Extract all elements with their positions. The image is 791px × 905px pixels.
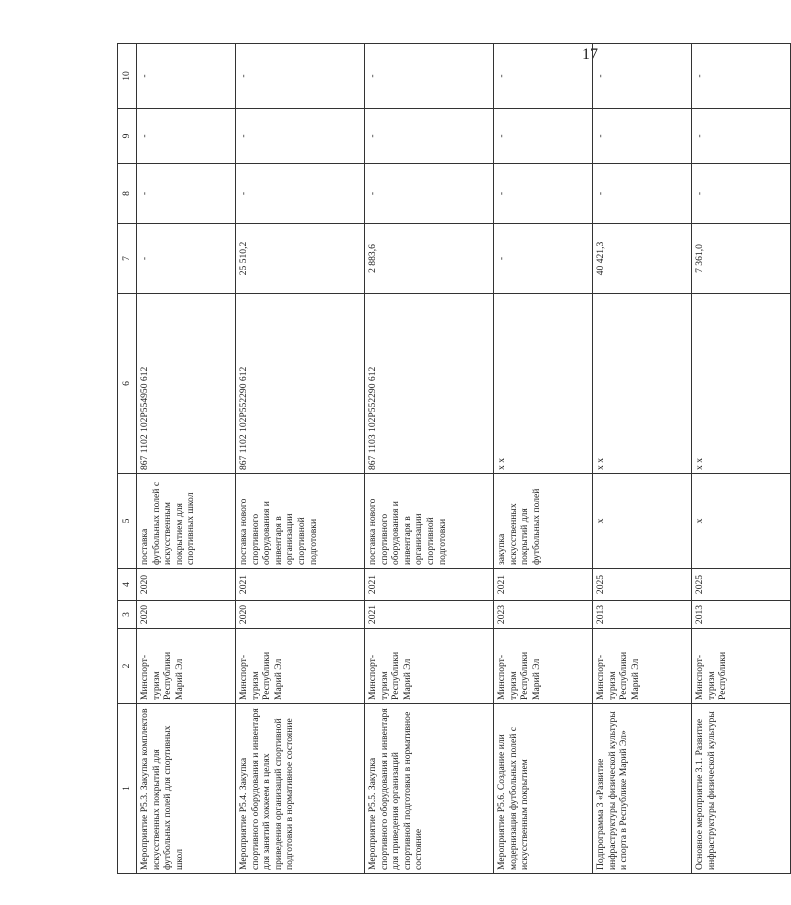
cell-value-10: - — [137, 44, 236, 109]
table-row — [494, 44, 593, 874]
col-header: 10 — [118, 44, 137, 109]
cell-executor: Минспорт-туризм Республики — [692, 629, 791, 704]
table-row — [137, 44, 236, 874]
header-row — [118, 44, 137, 874]
cell-start-year: 2023 — [494, 601, 593, 629]
cell-event-name: Основное мероприятие 3.1. Развитие инфраструктуры физической культуры — [692, 704, 791, 874]
cell-budget-code: 867 1102 102P554950 612 — [137, 294, 236, 474]
cell-end-year: 2025 — [692, 569, 791, 601]
cell-budget-code: 867 1102 102P552290 612 — [236, 294, 365, 474]
col-header: 9 — [118, 109, 137, 164]
cell-budget-code: х х — [494, 294, 593, 474]
cell-value-10: - — [593, 44, 692, 109]
table-row — [593, 44, 692, 874]
cell-start-year: 2020 — [137, 601, 236, 629]
cell-budget-code: 867 1103 102P552290 612 — [365, 294, 494, 474]
cell-value-9: - — [236, 109, 365, 164]
col-header: 3 — [118, 601, 137, 629]
col-header: 2 — [118, 629, 137, 704]
table-row — [365, 44, 494, 874]
cell-value-8: - — [692, 164, 791, 224]
cell-start-year: 2013 — [692, 601, 791, 629]
table-row — [236, 44, 365, 874]
cell-result: х — [593, 474, 692, 569]
cell-value-9: - — [593, 109, 692, 164]
cell-end-year: 2025 — [593, 569, 692, 601]
col-header: 7 — [118, 224, 137, 294]
cell-executor: Минспорт-туризм Республики Марий Эл — [365, 629, 494, 704]
cell-value-9: - — [137, 109, 236, 164]
cell-result: поставка нового спортивного оборудования и инвентаря в организации спортивной подготовки — [236, 474, 365, 569]
col-header: 1 — [118, 704, 137, 874]
cell-end-year: 2021 — [365, 569, 494, 601]
cell-event-name: Мероприятие Р5.3. Закупка комплектов искусственных покрытий для футбольных полей для спортивных школ — [137, 704, 236, 874]
cell-value-10: - — [236, 44, 365, 109]
cell-budget-code: х х — [692, 294, 791, 474]
cell-value-7: 7 361,0 — [692, 224, 791, 294]
cell-result: х — [692, 474, 791, 569]
cell-budget-code: х х — [593, 294, 692, 474]
cell-event-name: Мероприятие Р5.4. Закупка спортивного оборудования и инвентаря для занятий хоккеем в целях приведения организаций спортивной подготовки в нормативное состояние — [236, 704, 365, 874]
cell-result: поставка футбольных полей с искусственным покрытием для спортивных школ — [137, 474, 236, 569]
cell-executor: Минспорт-туризм Республики Марий Эл — [137, 629, 236, 704]
cell-value-9: - — [692, 109, 791, 164]
cell-end-year: 2021 — [494, 569, 593, 601]
page-number: 17 — [582, 46, 598, 63]
cell-event-name: Подпрограмма 3 «Развитие инфраструктуры физической культуры и спорта в Республике Марий Эл» — [593, 704, 692, 874]
cell-value-8: - — [137, 164, 236, 224]
cell-end-year: 2021 — [236, 569, 365, 601]
cell-result: закупка искусственных покрытий для футбольных полей — [494, 474, 593, 569]
col-header: 6 — [118, 294, 137, 474]
cell-value-9: - — [365, 109, 494, 164]
cell-value-7: 2 883,6 — [365, 224, 494, 294]
col-header: 5 — [118, 474, 137, 569]
cell-value-7: 25 510,2 — [236, 224, 365, 294]
cell-executor: Минспорт-туризм Республики Марий Эл — [593, 629, 692, 704]
cell-start-year: 2013 — [593, 601, 692, 629]
cell-start-year: 2020 — [236, 601, 365, 629]
table-row — [692, 44, 791, 874]
cell-value-10: - — [494, 44, 593, 109]
cell-value-10: - — [365, 44, 494, 109]
cell-value-8: - — [593, 164, 692, 224]
cell-executor: Минспорт-туризм Республики Марий Эл — [494, 629, 593, 704]
col-header: 8 — [118, 164, 137, 224]
col-header: 4 — [118, 569, 137, 601]
cell-value-8: - — [365, 164, 494, 224]
cell-event-name: Мероприятие Р5.6. Создание или модернизация футбольных полей с искусственным покрытием — [494, 704, 593, 874]
cell-value-7: - — [494, 224, 593, 294]
program-table — [117, 43, 791, 874]
cell-result: поставка нового спортивного оборудования и инвентаря в организации спортивной подготовки — [365, 474, 494, 569]
cell-value-8: - — [494, 164, 593, 224]
cell-end-year: 2020 — [137, 569, 236, 601]
cell-start-year: 2021 — [365, 601, 494, 629]
cell-executor: Минспорт-туризм Республики Марий Эл — [236, 629, 365, 704]
rotated-table-container — [117, 44, 729, 874]
cell-value-7: - — [137, 224, 236, 294]
cell-event-name: Мероприятие Р5.5. Закупка спортивного оборудования и инвентаря для приведения организаций спортивной подготовки в нормативное состояние — [365, 704, 494, 874]
cell-value-10: - — [692, 44, 791, 109]
cell-value-7: 40 421,3 — [593, 224, 692, 294]
cell-value-8: - — [236, 164, 365, 224]
cell-value-9: - — [494, 109, 593, 164]
